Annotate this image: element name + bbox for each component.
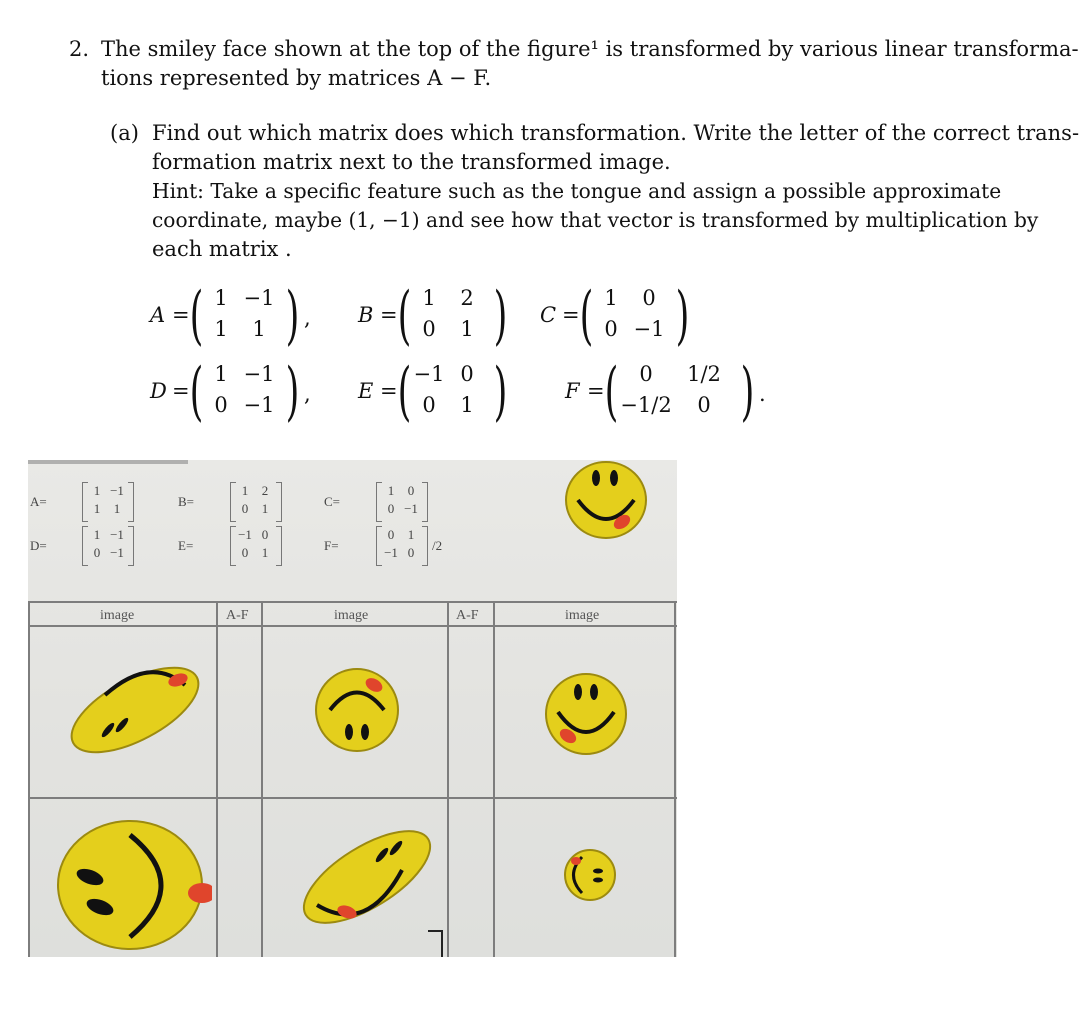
right-paren: ): [493, 279, 508, 353]
right-paren: ): [740, 355, 755, 429]
photo-matrix-entry: 1: [93, 527, 101, 542]
matrix-entry: 1: [604, 286, 618, 310]
photo-bracket-right: [276, 482, 282, 522]
matrix-entry: 1: [422, 286, 436, 310]
smiley-flipped-vertical: [312, 665, 402, 755]
photo-matrix-suffix: /2: [432, 538, 443, 553]
smiley-rotated-scaled: [52, 815, 212, 950]
matrix-entry: −1: [243, 393, 275, 417]
matrix-entry: 0: [214, 393, 228, 417]
photo-matrix-name: F=: [324, 538, 339, 553]
left-paren: (: [579, 279, 594, 353]
matrix-d: [150, 355, 350, 430]
photo-matrix-entry: 0: [261, 527, 269, 542]
equals-sign: =: [172, 379, 190, 403]
part-a-line-4: coordinate, maybe (1, −1) and see how that vector is transformed by multiplication by: [152, 208, 1039, 232]
equals-sign: =: [587, 379, 605, 403]
problem-line-2: tions represented by matrices A − F.: [101, 66, 492, 90]
matrix-name: C: [540, 303, 557, 327]
problem-number: 2.: [69, 37, 90, 61]
photo-bracket-right: [422, 482, 428, 522]
photo-matrix-entry: 1: [113, 501, 121, 516]
matrix-entry: 0: [642, 286, 656, 310]
matrix-entry: 0: [697, 393, 711, 417]
matrix-entry: 1: [214, 286, 228, 310]
trailing-punctuation: .: [759, 382, 766, 406]
photo-matrix-entry: −1: [404, 501, 418, 516]
part-a-line-3: Hint: Take a specific feature such as the tongue and assign a possible approximate: [152, 179, 1002, 203]
right-paren: ): [675, 279, 690, 353]
smiley-rotated-small: [560, 845, 620, 905]
left-paren: (: [397, 279, 412, 353]
part-a-label: (a): [110, 121, 139, 145]
header-af-2: A-F: [456, 608, 479, 623]
part-a-line-1: Find out which matrix does which transformation. Write the letter of the correct trans-: [152, 121, 1080, 145]
photo-bracket-right: [128, 482, 134, 522]
photo-matrix-entry: 0: [241, 545, 249, 560]
matrix-entry: −1: [243, 362, 275, 386]
equals-sign: =: [562, 303, 580, 327]
header-af-1: A-F: [226, 608, 249, 623]
matrix-f: [565, 355, 766, 430]
smiley-sheared-left: [60, 655, 210, 765]
right-paren: ): [285, 355, 300, 429]
photo-matrix-entry: 0: [407, 483, 415, 498]
photo-bracket-right: [128, 526, 134, 566]
matrix-e: [358, 355, 558, 430]
matrix-name: B: [358, 303, 374, 327]
photo-matrix-name: A=: [30, 494, 47, 509]
photo-matrix-entry: 0: [93, 545, 101, 560]
matrix-entry: −1/2: [620, 393, 672, 417]
matrix-a: [150, 279, 350, 354]
photo-matrix-entry: 1: [261, 545, 269, 560]
photo-matrix-entry: −1: [384, 545, 398, 560]
photo-matrix-entry: −1: [110, 527, 124, 542]
photo-matrix-entry: −1: [110, 483, 124, 498]
photo-matrix-entry: 1: [387, 483, 395, 498]
header-image-3: image: [565, 608, 600, 623]
photo-matrix-entry: 0: [407, 545, 415, 560]
corner-mark: [428, 930, 442, 932]
part-a-line-5: each matrix .: [152, 237, 292, 261]
matrix-name: A: [150, 303, 166, 327]
left-paren: (: [189, 279, 204, 353]
photo-matrix-entry: 1: [407, 527, 415, 542]
matrix-entry: −1: [413, 362, 445, 386]
photo-matrix-entry: 0: [241, 501, 249, 516]
photo-bracket-right: [422, 526, 428, 566]
matrix-name: E: [358, 379, 374, 403]
matrix-entry: 1: [460, 317, 474, 341]
equals-sign: =: [380, 303, 398, 327]
photo-matrix-name: B=: [178, 494, 195, 509]
matrix-name: D: [150, 379, 167, 403]
equals-sign: =: [172, 303, 190, 327]
trailing-punctuation: ,: [304, 306, 311, 330]
photo-matrix-entry: 1: [93, 483, 101, 498]
photo-matrix-entry: 0: [387, 527, 395, 542]
photo-matrix-entry: 1: [261, 501, 269, 516]
matrix-name: F: [565, 379, 580, 403]
matrix-entry: 1: [252, 317, 266, 341]
problem-line-1: The smiley face shown at the top of the figure¹ is transformed by various linear transforma-: [101, 37, 1079, 61]
matrix-entry: 0: [639, 362, 653, 386]
matrix-entry: 1: [214, 362, 228, 386]
matrix-c: [540, 279, 740, 354]
left-paren: (: [604, 355, 619, 429]
matrix-entry: −1: [633, 317, 665, 341]
photo-matrix-name: C=: [324, 494, 341, 509]
part-a-line-2: formation matrix next to the transformed image.: [152, 150, 671, 174]
photo-matrix-entry: 1: [241, 483, 249, 498]
matrix-entry: 0: [604, 317, 618, 341]
photo-matrix-name: D=: [30, 538, 47, 553]
photo-bracket-right: [276, 526, 282, 566]
matrix-entry: 0: [422, 317, 436, 341]
photo-matrix-name: E=: [178, 538, 194, 553]
equals-sign: =: [380, 379, 398, 403]
worksheet-photo: [28, 460, 677, 957]
photo-header-smudge: [28, 460, 188, 464]
smiley-mirrored: [540, 670, 630, 760]
right-paren: ): [493, 355, 508, 429]
matrix-entry: 1/2: [687, 362, 721, 386]
matrix-entry: 0: [460, 362, 474, 386]
header-image-2: image: [334, 608, 369, 623]
photo-matrix-entry: 2: [261, 483, 269, 498]
header-image-1: image: [100, 608, 135, 623]
corner-mark-vertical: [441, 930, 443, 957]
photo-matrix-entry: −1: [110, 545, 124, 560]
smiley-sheared-right: [292, 820, 442, 935]
photo-matrix-entry: 0: [387, 501, 395, 516]
matrix-entry: 1: [214, 317, 228, 341]
photo-matrix-entry: −1: [238, 527, 252, 542]
matrix-entry: 1: [460, 393, 474, 417]
matrix-entry: 0: [422, 393, 436, 417]
left-paren: (: [397, 355, 412, 429]
photo-matrix-entry: 1: [93, 501, 101, 516]
left-paren: (: [189, 355, 204, 429]
matrix-entry: −1: [243, 286, 275, 310]
trailing-punctuation: ,: [304, 382, 311, 406]
original-smiley: [558, 460, 653, 545]
right-paren: ): [285, 279, 300, 353]
matrix-entry: 2: [460, 286, 474, 310]
matrix-b: [358, 279, 558, 354]
